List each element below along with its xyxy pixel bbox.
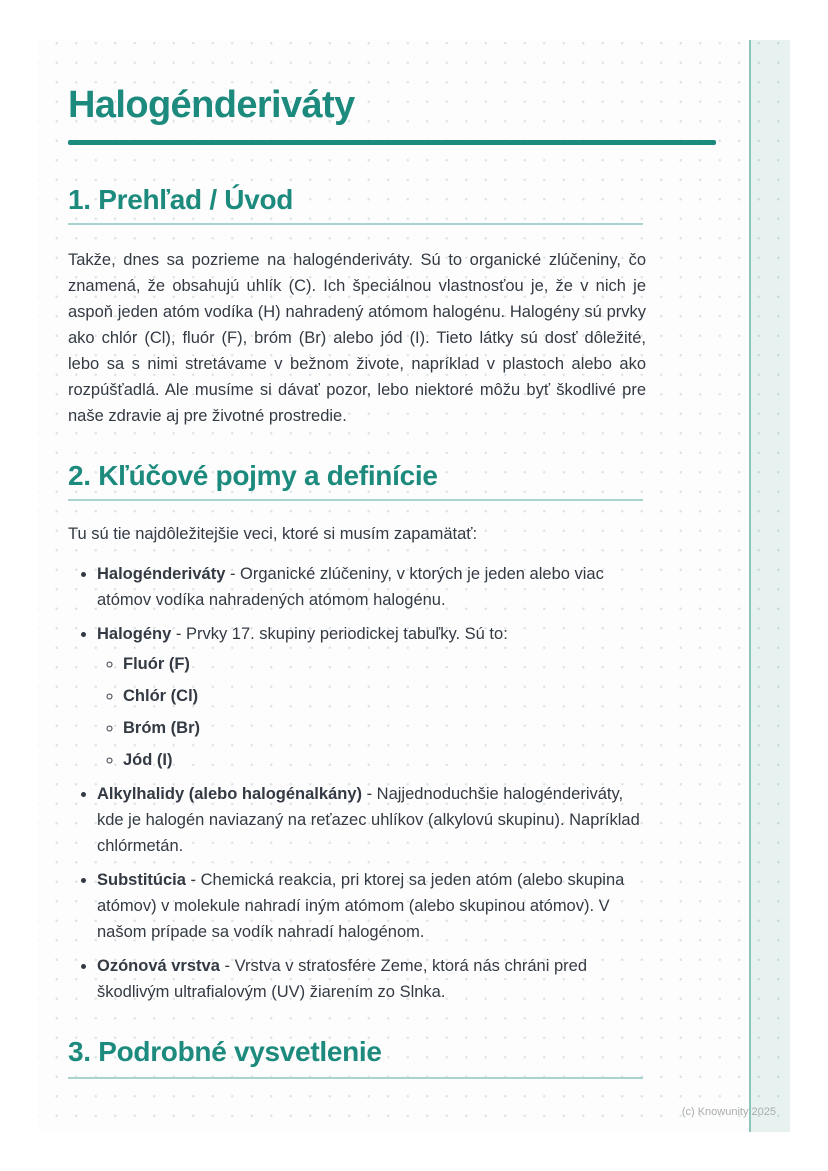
sublist-item-fluor: ◦ Fluór (F) bbox=[123, 651, 646, 677]
term-desc: - Prvky 17. skupiny periodickej tabuľky. Sú to: bbox=[175, 625, 508, 643]
key-terms-list bbox=[68, 561, 646, 1005]
section-rule bbox=[68, 499, 643, 501]
section-rule bbox=[68, 223, 643, 225]
section-detailed-explanation bbox=[68, 1035, 646, 1079]
overview-paragraph: Takže, dnes sa pozrieme na halogénderiváty. Sú to organické zlúčeniny, čo znamená, že obsahujú uhlík (C). Ich špeciálnou vlastnosťou je, že v nich je aspoň jeden atóm vodíka (H) nahradený atómom halogénu. Halogény sú prvky ako chlór (Cl), fluór (F), bróm (Br) alebo jód (I). Tieto látky sú dosť dôležité, lebo sa s nimi stretávame v bežnom živote, napríklad v plastoch alebo ako rozpúšťadlá. Ale musíme si dávať pozor, lebo niektoré môžu byť škodlivé pre naše zdravie aj pre životné prostredie. bbox=[68, 251, 646, 425]
section-heading-key-terms: 2. Kľúčové pojmy a definície bbox=[68, 460, 438, 491]
right-margin-stripe bbox=[749, 40, 790, 1132]
document-content bbox=[68, 82, 646, 1079]
term-desc: - Chemická reakcia, pri ktorej sa jeden atóm (alebo skupina atómov) v molekule nahradí iným atómom (alebo skupinou atómov). V našom prípade sa vodík nahradí halogénom. bbox=[97, 871, 625, 941]
term-item-ozonova-vrstva bbox=[97, 953, 646, 1005]
sublist-item-brom: ◦ Bróm (Br) bbox=[123, 715, 646, 741]
section-heading-detailed: 3. Podrobné vysvetlenie bbox=[68, 1036, 382, 1067]
document-title: Halogénderiváty bbox=[68, 84, 355, 126]
term-name: Halogény bbox=[97, 625, 172, 643]
sublist-item-chlor: ◦ Chlór (Cl) bbox=[123, 683, 646, 709]
section-overview bbox=[68, 183, 646, 429]
term-desc: - Organické zlúčeniny, v ktorých je jeden alebo viac atómov vodíka nahradených atómom halogénu. bbox=[97, 565, 604, 609]
footer-credit: (c) Knowunity 2025 bbox=[681, 1106, 776, 1118]
document-page bbox=[38, 40, 790, 1132]
term-item-halogenderivaty bbox=[97, 561, 646, 613]
halogen-sublist bbox=[97, 651, 646, 773]
section-heading-overview: 1. Prehľad / Úvod bbox=[68, 184, 294, 215]
term-item-alkylhalidy bbox=[97, 781, 646, 859]
term-name: Alkylhalidy (alebo halogénalkány) bbox=[97, 785, 362, 803]
term-name: Ozónová vrstva bbox=[97, 957, 220, 975]
term-desc: - Vrstva v stratosfére Zeme, ktorá nás chráni pred škodlivým ultrafialovým (UV) žiarením zo Slnka. bbox=[97, 957, 588, 1001]
term-item-substitucia bbox=[97, 867, 646, 945]
key-terms-intro: Tu sú tie najdôležitejšie veci, ktoré si musím zapamätať: bbox=[68, 525, 478, 543]
sublist-item-jod: ◦ Jód (I) bbox=[123, 747, 646, 773]
section-rule bbox=[68, 1077, 643, 1079]
term-name: Substitúcia bbox=[97, 871, 186, 889]
section-key-terms bbox=[68, 459, 646, 1005]
term-item-halogeny bbox=[97, 621, 646, 773]
term-name: Halogénderiváty bbox=[97, 565, 226, 583]
term-desc: - Najjednoduchšie halogénderiváty, kde je halogén naviazaný na reťazec uhlíkov (alkylovú skupinu). Napríklad chlórmetán. bbox=[97, 785, 640, 855]
title-rule bbox=[68, 140, 716, 145]
